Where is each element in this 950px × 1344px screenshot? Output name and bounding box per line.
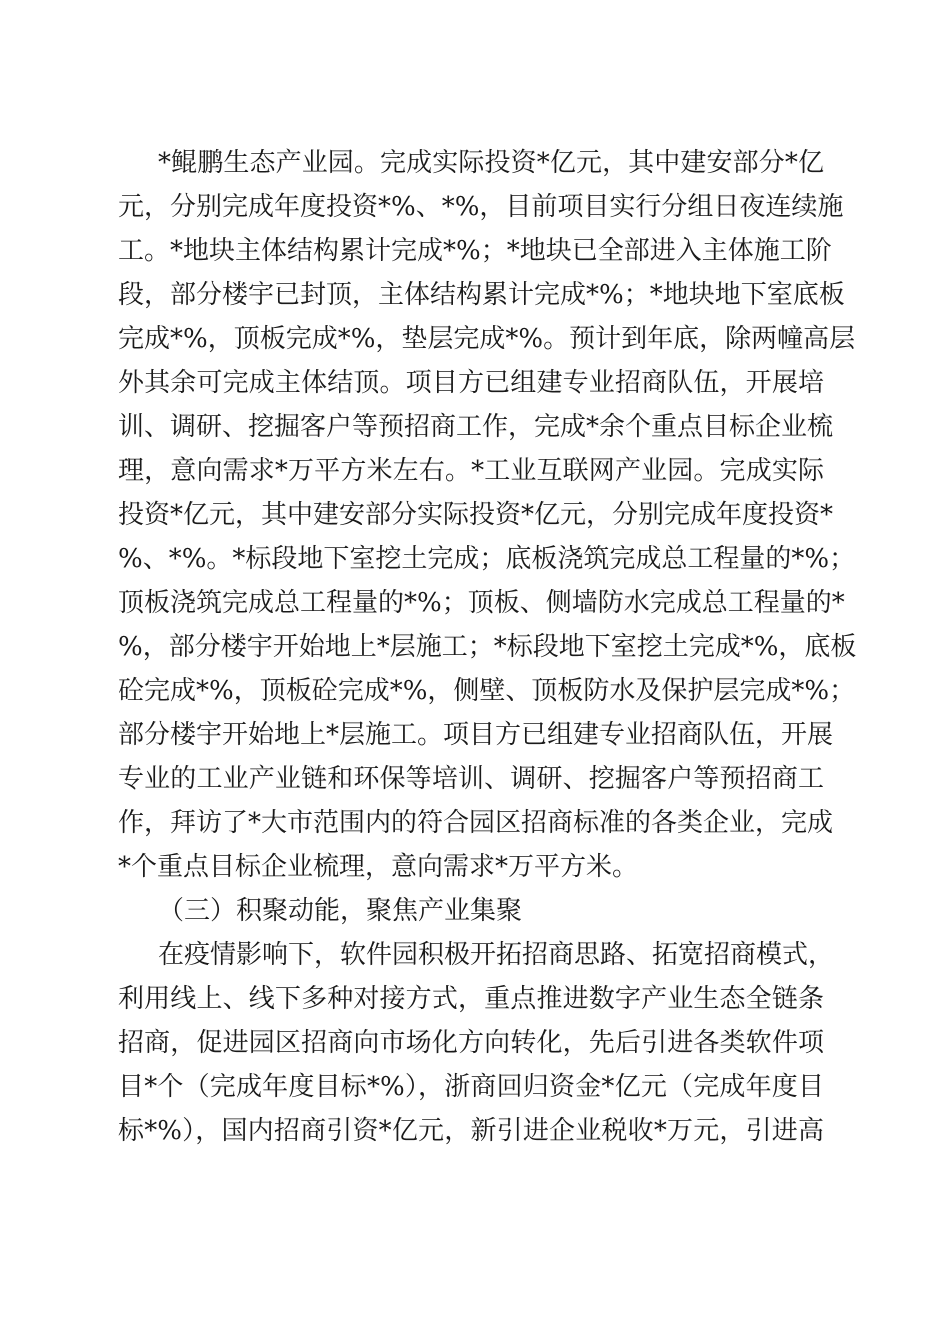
- paragraph-1-line-1: *鲲鹏生态产业园。完成实际投资*亿元，其中建安部分*亿: [158, 148, 824, 178]
- paragraph-1-line-13: 砼完成*%，顶板砼完成*%，侧壁、顶板防水及保护层完成*%；: [118, 676, 856, 706]
- paragraph-1-line-15: 专业的工业产业链和环保等培训、调研、挖掘客户等预招商工: [118, 764, 824, 794]
- paragraph-1-line-12: %，部分楼宇开始地上*层施工；*标段地下室挖土完成*%，底板: [118, 632, 857, 662]
- paragraph-1-line-14: 部分楼宇开始地上*层施工。项目方已组建专业招商队伍，开展: [118, 720, 834, 750]
- paragraph-2-line-2: 利用线上、线下多种对接方式，重点推进数字产业生态全链条: [118, 984, 824, 1014]
- paragraph-1-line-10: %、*%。*标段地下室挖土完成；底板浇筑完成总工程量的*%；: [118, 544, 856, 574]
- paragraph-1-line-8: 理，意向需求*万平方米左右。*工业互联网产业园。完成实际: [118, 456, 824, 486]
- paragraph-2-line-5: 标*%），国内招商引资*亿元，新引进企业税收*万元，引进高: [118, 1116, 824, 1146]
- paragraph-2-line-1: 在疫情影响下，软件园积极开拓招商思路、拓宽招商模式，: [158, 940, 835, 970]
- paragraph-2-line-3: 招商，促进园区招商向市场化方向转化，先后引进各类软件项: [118, 1028, 824, 1058]
- paragraph-1-line-3: 工。*地块主体结构累计完成*%；*地块已全部进入主体施工阶: [118, 236, 832, 266]
- paragraph-1-line-9: 投资*亿元，其中建安部分实际投资*亿元，分别完成年度投资*: [118, 500, 834, 530]
- paragraph-2-line-4: 目*个（完成年度目标*%），浙商回归资金*亿元（完成年度目: [118, 1072, 824, 1102]
- paragraph-1-line-16: 作，拜访了*大市范围内的符合园区招商标准的各类企业，完成: [118, 808, 834, 838]
- paragraph-1-line-4: 段，部分楼宇已封顶，主体结构累计完成*%；*地块地下室底板: [118, 280, 845, 310]
- section-heading: （三）积聚动能，聚焦产业集聚: [158, 896, 523, 926]
- paragraph-1-line-6: 外其余可完成主体结顶。项目方已组建专业招商队伍，开展培: [118, 368, 824, 398]
- paragraph-1-line-2: 元，分别完成年度投资*%、*%，目前项目实行分组日夜连续施: [118, 192, 844, 222]
- paragraph-1-line-11: 顶板浇筑完成总工程量的*%；顶板、侧墙防水完成总工程量的*: [118, 588, 845, 618]
- paragraph-1-line-5: 完成*%，顶板完成*%，垫层完成*%。预计到年底，除两幢高层: [118, 324, 856, 354]
- paragraph-1-line-17: *个重点目标企业梳理，意向需求*万平方米。: [118, 852, 639, 882]
- paragraph-1-line-7: 训、调研、挖掘客户等预招商工作，完成*余个重点目标企业梳: [118, 412, 834, 442]
